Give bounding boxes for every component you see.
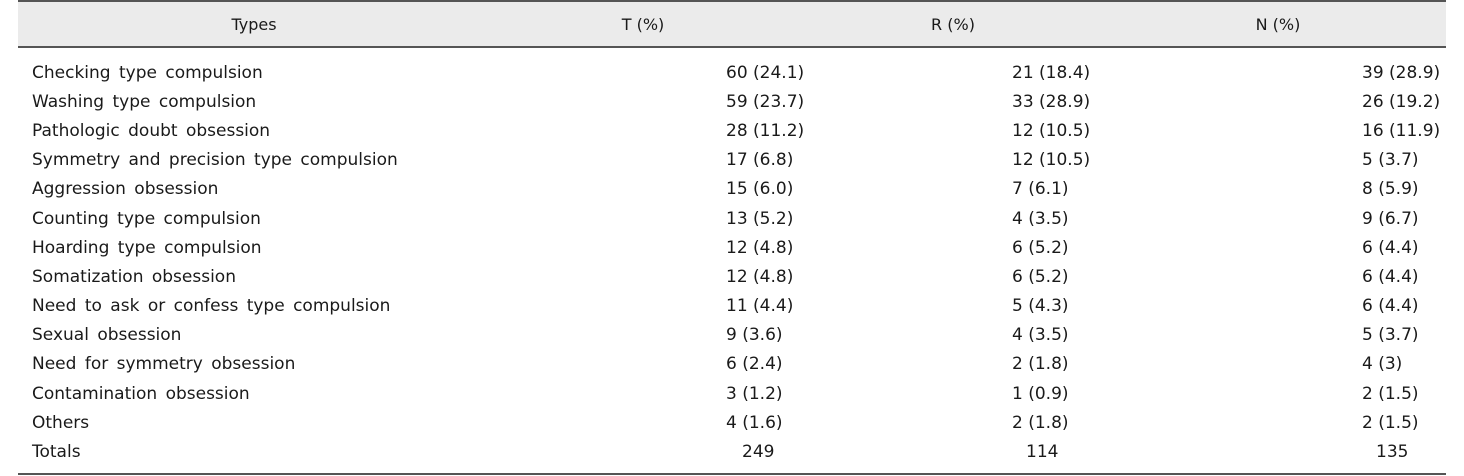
data-table-container — [18, 0, 1446, 475]
row-r-cell: 2 (1.8) — [1012, 412, 1069, 433]
row-n-cell: 16 (11.9) — [1362, 120, 1441, 141]
row-r-cell: 2 (1.8) — [1012, 354, 1069, 375]
row-type-cell: Need to ask or confess type compulsion — [32, 296, 391, 317]
table-row — [18, 379, 1446, 408]
row-t-cell: 17 (6.8) — [726, 150, 794, 171]
row-t-cell: 12 (4.8) — [726, 266, 794, 287]
totals-t-cell: 249 — [490, 437, 796, 473]
table-row — [18, 175, 1446, 204]
totals-label-cell: Totals — [18, 437, 490, 473]
row-type-cell: Washing type compulsion — [32, 91, 257, 112]
obsession-compulsion-types-table — [18, 0, 1446, 475]
row-t-cell: 9 (3.6) — [726, 325, 783, 346]
row-n-cell: 6 (4.4) — [1362, 237, 1419, 258]
row-t-cell: 11 (4.4) — [726, 296, 794, 317]
table-row — [18, 146, 1446, 175]
row-n-cell: 6 (4.4) — [1362, 266, 1419, 287]
totals-r-cell: 114 — [796, 437, 1110, 473]
row-type-cell: Sexual obsession — [32, 325, 182, 346]
row-type-cell: Symmetry and precision type compulsion — [32, 150, 398, 171]
totals-row — [18, 437, 1446, 473]
row-n-cell: 39 (28.9) — [1362, 62, 1441, 83]
row-type-cell: Somatization obsession — [32, 266, 236, 287]
totals-n-cell: 135 — [1110, 437, 1446, 473]
row-r-cell: 6 (5.2) — [1012, 237, 1069, 258]
row-t-cell: 15 (6.0) — [726, 179, 794, 200]
row-r-cell: 5 (4.3) — [1012, 296, 1069, 317]
table-row — [18, 350, 1446, 379]
row-n-cell: 2 (1.5) — [1362, 383, 1419, 404]
table-row — [18, 321, 1446, 350]
row-t-cell: 59 (23.7) — [726, 91, 805, 112]
table-row — [18, 116, 1446, 145]
row-r-cell: 1 (0.9) — [1012, 383, 1069, 404]
row-t-cell: 6 (2.4) — [726, 354, 783, 375]
row-r-cell: 4 (3.5) — [1012, 325, 1069, 346]
row-n-cell: 26 (19.2) — [1362, 91, 1441, 112]
row-r-cell: 21 (18.4) — [1012, 62, 1091, 83]
row-type-cell: Pathologic doubt obsession — [32, 120, 271, 141]
table-row — [18, 87, 1446, 116]
row-type-cell: Others — [32, 412, 90, 433]
row-r-cell: 4 (3.5) — [1012, 208, 1069, 229]
row-r-cell: 12 (10.5) — [1012, 120, 1091, 141]
header-n-percent: N (%) — [1110, 1, 1446, 47]
row-n-cell: 8 (5.9) — [1362, 179, 1419, 200]
row-type-cell: Aggression obsession — [32, 179, 219, 200]
table-row — [18, 47, 1446, 87]
row-t-cell: 60 (24.1) — [726, 62, 805, 83]
header-row — [18, 1, 1446, 47]
row-r-cell: 6 (5.2) — [1012, 266, 1069, 287]
row-type-cell: Counting type compulsion — [32, 208, 261, 229]
row-type-cell: Hoarding type compulsion — [32, 237, 262, 258]
row-t-cell: 3 (1.2) — [726, 383, 783, 404]
row-t-cell: 28 (11.2) — [726, 120, 805, 141]
row-n-cell: 5 (3.7) — [1362, 325, 1419, 346]
header-r-percent: R (%) — [796, 1, 1110, 47]
table-header — [18, 1, 1446, 47]
row-type-cell: Checking type compulsion — [32, 62, 263, 83]
row-r-cell: 7 (6.1) — [1012, 179, 1069, 200]
header-t-percent: T (%) — [490, 1, 796, 47]
header-types: Types — [18, 1, 490, 47]
row-type-cell: Contamination obsession — [32, 383, 250, 404]
row-n-cell: 4 (3) — [1362, 354, 1403, 375]
row-n-cell: 5 (3.7) — [1362, 150, 1419, 171]
table-row — [18, 408, 1446, 437]
table-row — [18, 233, 1446, 262]
row-n-cell: 9 (6.7) — [1362, 208, 1419, 229]
table-row — [18, 204, 1446, 233]
row-type-cell: Need for symmetry obsession — [32, 354, 296, 375]
row-r-cell: 12 (10.5) — [1012, 150, 1091, 171]
table-body — [18, 47, 1446, 474]
row-n-cell: 2 (1.5) — [1362, 412, 1419, 433]
row-n-cell: 6 (4.4) — [1362, 296, 1419, 317]
table-row — [18, 292, 1446, 321]
row-t-cell: 4 (1.6) — [726, 412, 783, 433]
row-t-cell: 12 (4.8) — [726, 237, 794, 258]
row-t-cell: 13 (5.2) — [726, 208, 794, 229]
row-r-cell: 33 (28.9) — [1012, 91, 1091, 112]
table-row — [18, 262, 1446, 291]
